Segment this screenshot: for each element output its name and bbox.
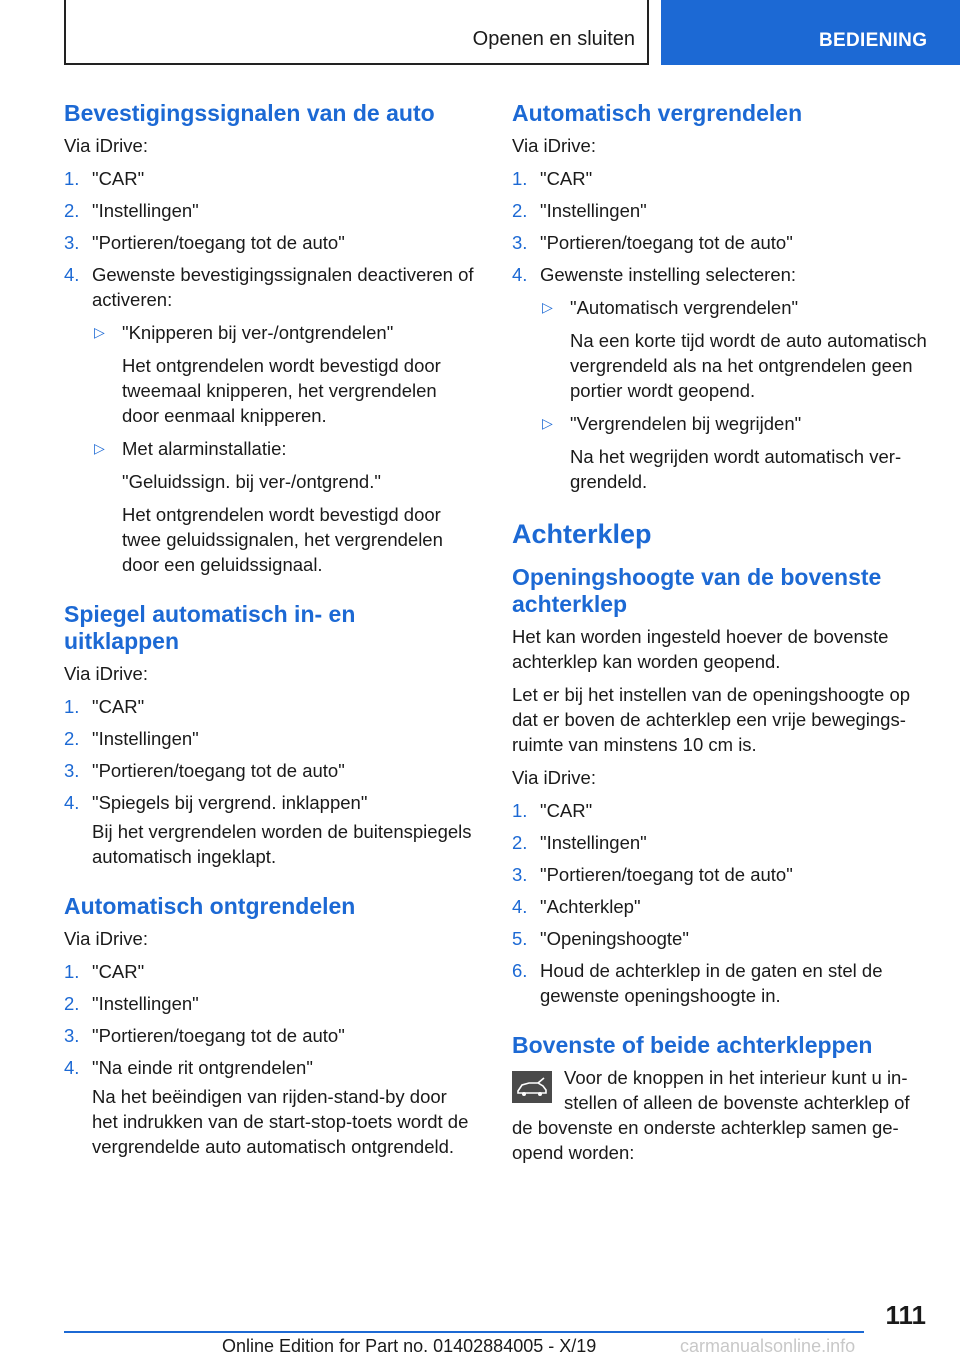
step-number: 3. <box>64 1025 80 1046</box>
list-item <box>64 959 476 984</box>
paragraph: Het kan worden ingesteld hoever de bovenste achterklep kan worden geopend. <box>512 626 889 672</box>
step-text: "Openingshoogte" <box>540 928 689 949</box>
list-item <box>92 320 476 428</box>
intro-text: Via iDrive: <box>512 767 596 788</box>
step-text: Gewenste instelling selecteren: <box>540 264 797 285</box>
bullet-detail: Het ontgrendelen wordt bevestigd door tweemaal knipperen, het vergrendelen door eenmaal knipperen. <box>122 355 441 426</box>
paragraph: Voor de knoppen in het interieur kunt u instellen of alleen de bovenste achterklep of de bovenste en onderste achterklep samen geopend worden: <box>512 1067 910 1163</box>
page-number: 111 <box>885 1300 926 1330</box>
intro-text: Via iDrive: <box>512 135 596 156</box>
steps-list <box>512 798 928 1008</box>
list-item <box>512 230 928 255</box>
step-text: "Instellingen" <box>540 200 647 221</box>
step-note: Na het beëindigen van rijden-stand-by door het indrukken van de start-stop-toets wordt de vergrendelde auto automatisch ontgrendeld. <box>92 1086 469 1157</box>
header-section-box <box>64 0 649 65</box>
step-text: "Instellingen" <box>540 832 647 853</box>
list-item <box>92 436 476 577</box>
bullet-list <box>92 320 476 577</box>
step-number: 4. <box>64 792 80 813</box>
list-item <box>512 862 928 887</box>
step-number: 2. <box>512 200 528 221</box>
step-number: 2. <box>64 200 80 221</box>
section-tailgates <box>512 1032 928 1165</box>
list-item <box>64 790 476 869</box>
step-text: "CAR" <box>92 696 145 717</box>
section-title: Openingshoogte van de bovenste achterklep <box>512 564 882 617</box>
step-text: "CAR" <box>540 168 593 189</box>
step-text: "Portieren/toegang tot de auto" <box>92 1025 345 1046</box>
step-number: 3. <box>64 232 80 253</box>
left-column <box>64 100 476 1183</box>
section-mirror-fold <box>64 601 476 869</box>
step-number: 2. <box>64 728 80 749</box>
steps-list <box>512 166 928 494</box>
list-item <box>512 166 928 191</box>
step-number: 1. <box>64 696 80 717</box>
right-column <box>512 100 928 1189</box>
triangle-bullet-icon: ▷ <box>542 299 553 315</box>
triangle-bullet-icon: ▷ <box>94 324 105 340</box>
header-chapter-tab <box>661 0 960 65</box>
footer-divider <box>64 1331 864 1333</box>
list-item <box>512 798 928 823</box>
header-chapter-title: BEDIENING <box>819 30 928 51</box>
triangle-bullet-icon: ▷ <box>94 440 105 456</box>
section-title: Automatisch vergrendelen <box>512 100 803 126</box>
section-confirmation-signals <box>64 100 476 577</box>
list-item <box>64 230 476 255</box>
list-item <box>512 262 928 494</box>
step-text: "Portieren/toegang tot de auto" <box>540 232 793 253</box>
list-item <box>512 894 928 919</box>
section-auto-lock <box>512 100 928 494</box>
list-item <box>540 295 928 403</box>
step-text: "CAR" <box>92 961 145 982</box>
watermark: carmanualsonline.info <box>680 1336 856 1356</box>
step-text: "Portieren/toegang tot de auto" <box>92 232 345 253</box>
step-number: 4. <box>64 1057 80 1078</box>
bullet-text: "Knipperen bij ver-/ontgrendelen" <box>122 322 394 343</box>
step-text: "Instellingen" <box>92 728 199 749</box>
step-text: "CAR" <box>540 800 593 821</box>
steps-list <box>64 694 476 869</box>
list-item <box>64 991 476 1016</box>
step-number: 4. <box>64 264 80 285</box>
bullet-text: "Vergrendelen bij wegrijden" <box>570 413 802 434</box>
bullet-detail: Het ontgrendelen wordt bevestigd door twee geluidssignalen, het vergrendelen door een geluidssignaal. <box>122 504 443 575</box>
step-text: Gewenste bevestigingssignalen deactiveren of activeren: <box>92 264 474 310</box>
section-auto-unlock <box>64 893 476 1159</box>
bullet-text: "Automatisch vergrendelen" <box>570 297 799 318</box>
step-number: 2. <box>512 832 528 853</box>
bullet-text: Met alarminstallatie: <box>122 438 287 459</box>
intro-text: Via iDrive: <box>64 928 148 949</box>
intro-text: Via iDrive: <box>64 663 148 684</box>
steps-list <box>64 959 476 1159</box>
step-text: "CAR" <box>92 168 145 189</box>
list-item <box>512 830 928 855</box>
step-number: 5. <box>512 928 528 949</box>
step-text: Houd de achterklep in de gaten en stel de gewenste openingshoogte in. <box>540 960 883 1006</box>
step-number: 6. <box>512 960 528 981</box>
step-text: "Achterklep" <box>540 896 641 917</box>
bullet-detail: Na een korte tijd wordt de auto automatisch vergrendeld als na het ontgrendelen geen portier wordt geopend. <box>570 330 927 401</box>
list-item <box>512 926 928 951</box>
step-number: 1. <box>512 168 528 189</box>
section-title: Bovenste of beide achterkleppen <box>512 1032 873 1058</box>
list-item <box>512 958 928 1008</box>
step-number: 4. <box>512 896 528 917</box>
step-text: "Spiegels bij vergrend. inklappen" <box>92 792 368 813</box>
list-item <box>64 694 476 719</box>
step-number: 1. <box>64 168 80 189</box>
step-number: 3. <box>64 760 80 781</box>
step-number: 3. <box>512 864 528 885</box>
step-number: 1. <box>64 961 80 982</box>
step-text: "Portieren/toegang tot de auto" <box>92 760 345 781</box>
section-title: Automatisch ontgrendelen <box>64 893 356 919</box>
list-item <box>64 726 476 751</box>
steps-list <box>64 166 476 577</box>
footer-edition: Online Edition for Part no. 01402884005 - X/19 <box>222 1336 597 1356</box>
step-number: 4. <box>512 264 528 285</box>
list-item <box>64 1055 476 1159</box>
section-tailgate-height <box>512 518 928 1008</box>
bullet-list <box>540 295 928 494</box>
step-text: "Instellingen" <box>92 993 199 1014</box>
step-number: 3. <box>512 232 528 253</box>
step-number: 2. <box>64 993 80 1014</box>
header-section-title: Openen en sluiten <box>472 28 635 50</box>
list-item <box>64 198 476 223</box>
triangle-bullet-icon: ▷ <box>542 415 553 431</box>
section-title: Spiegel automatisch in- en uitklappen <box>64 601 356 654</box>
list-item <box>512 198 928 223</box>
list-item <box>540 411 928 494</box>
section-title: Bevestigingssignalen van de auto <box>64 100 435 126</box>
intro-text: Via iDrive: <box>64 135 148 156</box>
list-item <box>64 758 476 783</box>
step-text: "Na einde rit ontgrendelen" <box>92 1057 313 1078</box>
list-item <box>64 262 476 577</box>
list-item <box>64 166 476 191</box>
tailgate-button-icon <box>512 1071 552 1103</box>
step-note: Bij het vergrendelen worden de buitenspiegels automatisch ingeklapt. <box>92 821 472 867</box>
list-item <box>64 1023 476 1048</box>
step-text: "Portieren/toegang tot de auto" <box>540 864 793 885</box>
chapter-title: Achterklep <box>512 519 652 549</box>
step-text: "Instellingen" <box>92 200 199 221</box>
bullet-detail: Na het wegrijden wordt automatisch vergrendeld. <box>570 446 902 492</box>
bullet-detail: "Geluidssign. bij ver-/ontgrend." <box>122 471 381 492</box>
paragraph: Let er bij het instellen van de openingshoogte op dat er boven de achterklep een vrije bewegingsruimte van minstens 10 cm is. <box>512 684 911 755</box>
step-number: 1. <box>512 800 528 821</box>
